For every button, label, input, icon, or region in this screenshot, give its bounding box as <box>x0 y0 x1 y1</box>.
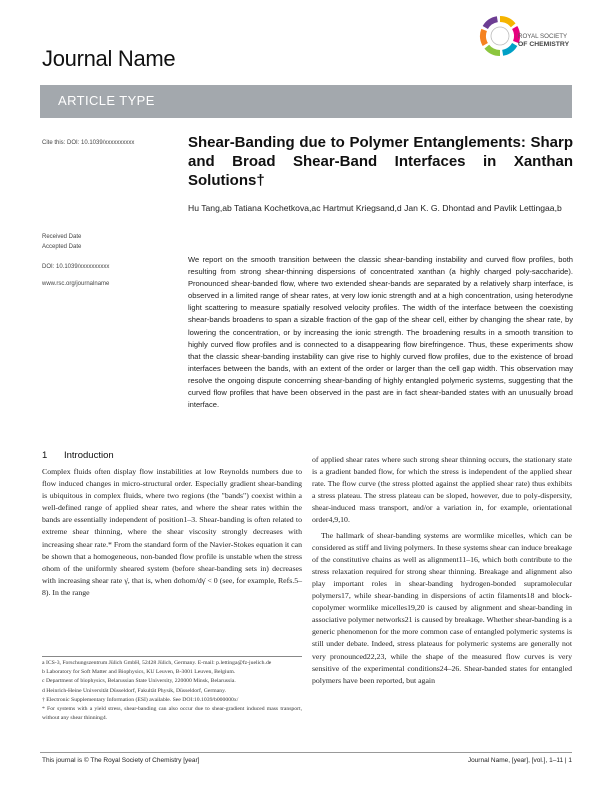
logo-ring-segment <box>487 47 500 53</box>
article-title: Shear-Banding due to Polymer Entanglements: Sharp and Broad Shear-Band Interfaces in Xanthan Solutions† <box>188 134 573 189</box>
logo-center <box>491 27 509 45</box>
rsc-logo <box>478 8 578 70</box>
footnote-esi[interactable]: † Electronic Supplementary Information (ESI) available. See DOI:10.1039/b000000x/ <box>42 696 239 703</box>
right-column <box>312 454 572 687</box>
section-title: Introduction <box>64 450 114 461</box>
logo-ring-segment <box>515 28 517 43</box>
section-number: 1 <box>42 450 48 461</box>
footnotes <box>42 659 302 723</box>
logo-ring-segment <box>503 45 515 53</box>
accepted-date: Accepted Date <box>42 244 82 250</box>
logo-line2: OF CHEMISTRY <box>518 41 570 48</box>
footnote-star: * For systems with a yield stress, shear-banding can also occur due to shear-gradient induced mass transport, without any shear thinning4. <box>42 706 302 722</box>
footnote-divider <box>42 656 302 657</box>
received-date: Received Date <box>42 234 82 240</box>
footnote-c: c Department of biophysics, Belarussian State University, 220000 Minsk, Belarussia. <box>42 678 236 685</box>
rsc-logo-graphic <box>478 8 578 70</box>
cite-this: Cite this: DOI: 10.1039/xxxxxxxxxx <box>42 140 135 146</box>
journal-url[interactable]: www.rsc.org/journalname <box>42 281 110 287</box>
author-list: Hu Tang,ab Tatiana Kochetkova,ac Hartmut Kriegsand,d Jan K. G. Dhontad and Pavlik Lettingaa,b <box>188 203 562 213</box>
footer-page-info: Journal Name, [year], [vol.], 1–11 | 1 <box>467 757 572 764</box>
abstract: We report on the smooth transition between the classic shear-banding instability and curved flow profiles, both resulting from strong shear-thinning dispersions of concentrated xanthan (a highly charged poly-saccharide). Pronounced shear-banded flow, where two extended shear-bands are separated by a relatively sharp interface, is observed in a limited range of shear rates, at very low ionic strength and at a high concentration, using heterodyne light scattering to measure spatially resolved velocity profiles. The width of the interface between the coexisting shear-bands broadens to span a sizable fraction of the gap of the shear cell, either by changing the shear rate, by lowering the concentration, or by increasing the ionic strength. The broadening results in a smooth transition to highly curved flow profiles and is connected to a disappearing flow birefringence. Thus, these experiments show that the classic shear-banding instability can give rise to highly curved flow profiles, due to the existence of broad interfaces between the bands, with an extent of the order or larger than the cell gap width. This observation may resolve the ongoing dispute concerning shear-banding of highly entangled polymeric systems, suggesting that the curved flow profiles that have been observed in the past are in fact shear-banded states with an unusually broad interface. <box>188 255 573 410</box>
footnote-a[interactable]: a ICS-3, Forschungszentrum Jülich GmbH, 52428 Jülich, Germany. E-mail: p.lettinga@fz-juelich.de <box>42 660 272 666</box>
left-column <box>42 466 302 599</box>
intro-paragraph-1: Complex fluids often display flow instabilities at low Reynolds numbers due to flow induced changes in micro-structural order. Especially gradient shear-banding is ubiquitous in complex fluids, where two regions (the "bands") coexist within a well-defined range of applied shear rates, and where the shear rates within the bands are essentially independent of position1–3. Shear-banding is often related to extreme shear thinning, where the shear viscosity strongly decreases with increasing shear rate.* From the standard form of the Navier-Stokes equation it can be shown that a homogeneous, non-banded flow profile is unstable when the stress σhom of the uniformly sheared system (before shear-banding sets in) decreases with increasing shear rate γ̇, that is, when dσhom/dγ̇ < 0 (see, for example, Refs.5–8). In the range <box>42 467 302 597</box>
doi: DOI: 10.1039/xxxxxxxxxx <box>42 264 110 270</box>
footer-divider <box>40 752 572 753</box>
logo-ring-segment <box>485 19 497 27</box>
journal-name: Journal Name <box>42 46 176 71</box>
intro-paragraph-1-cont: of applied shear rates where such strong shear thinning occurs, the stationary state is a gradient banded flow, for which the stress is independent of the applied shear rate. The flow curve (the stress plotted against the applied shear rate) thus exhibits a stress plateau. The stress plateau can be sloped, however, due to poly-dispersity, shear-induced mass transport, and/or a variation in, for example, orientational order4,9,10. <box>312 455 572 525</box>
footnote-d: d Heinrich-Heine Universität Düsseldorf, Fakultät Physik, Düsseldorf, Germany. <box>42 687 226 694</box>
article-type: ARTICLE TYPE <box>58 93 155 108</box>
section-heading <box>42 450 114 461</box>
logo-ring-segment <box>483 30 485 45</box>
intro-paragraph-2: The hallmark of shear-banding systems are wormlike micelles, which can be considered as stiff and living polymers. In these systems shear can induce breakage of the constitutive chains as well as alignment11–16, which both contribute to the stress relaxation required for strong shear thinning. Breakage and alignment also play important roles in shear-banding hydrogen-bonded supramolecular polymers17, while shear-banding in dispersions of actin filaments18 and block-copolymer wormlike micelles19,20 is caused by alignment and shear-banding in associative polymer networks21 is caused by breakage. Whether shear-banding is a generic phenomenon for the more common case of entangled polymeric systems is still under debate. Indeed, stress plateaus for polymeric systems are generally not very pronounced22,23, while the shape of the measured flow curves is very sensitive of the experimental conditions24–26. Shear-banded states for entangled polymers have been reported, but again <box>312 530 572 685</box>
logo-line1: ROYAL SOCIETY <box>518 33 568 40</box>
footer-copyright: This journal is © The Royal Society of Chemistry [year] <box>42 757 200 764</box>
logo-ring-segment <box>500 19 513 25</box>
footnote-b: b Laboratory for Soft Matter and Biophysics, KU Leuven, B-3001 Leuven, Belgium. <box>42 669 236 676</box>
